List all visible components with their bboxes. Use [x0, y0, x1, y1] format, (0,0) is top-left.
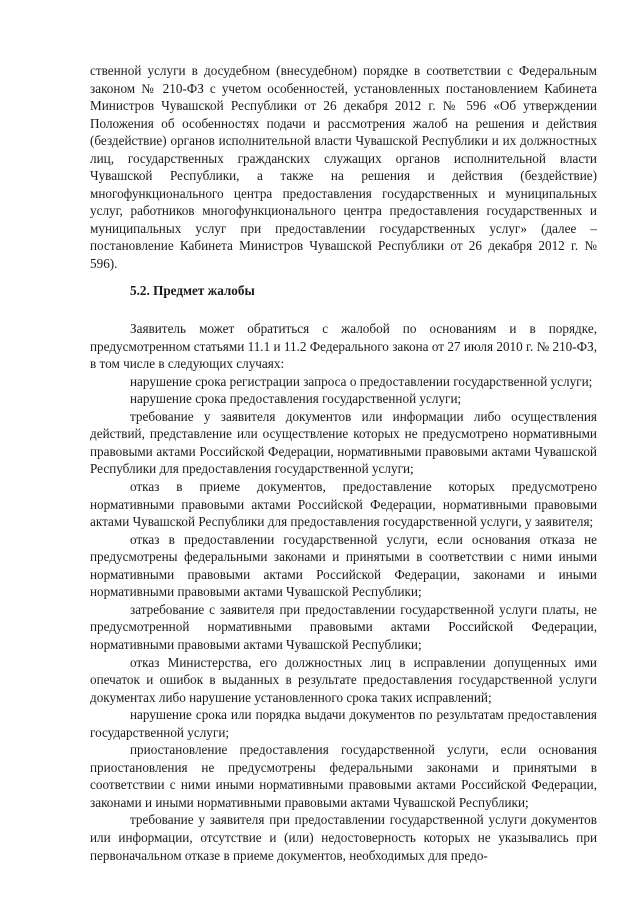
list-item: приостановление предоставления государственной услуги, если основания приостановления не предусмотрены федеральными законами и принятыми в соответствии с ними иными нормативными правовыми актами Российской Федерации, законами и иными нормативными правовыми актами Чувашской Республики; — [90, 742, 597, 810]
continued-paragraph: ственной услуги в досудебном (внесудебном) порядке в соответствии с Федеральным законом № 210-ФЗ с учетом особенностей, установленных постановлением Кабинета Министров Чувашской Республики от 26 декабря 2012 г. № 596 «Об утверждении Положения об особенностях подачи и рассмотрения жалоб на решения и действия (бездействие) органов исполнительной власти Чувашской Республики и их должностных лиц, государственных гражданских служащих органов исполнительной власти Чувашской Республики, а также на решения и действия (бездействие) многофункционального центра предоставления государственных и муниципальных услуг, работников многофункционального центра предоставления государственных и муниципальных услуг при предоставлении государственных услуг» (далее – постановление Кабинета Министров Чувашской Республики от 26 декабря 2012 г. № 596). — [90, 63, 597, 272]
list-item: отказ в приеме документов, предоставление которых предусмотрено нормативными правовыми актами Российской Федерации, нормативными правовыми актами Чувашской Республики для предоставления государственной услуги, у заявителя; — [90, 479, 597, 530]
document-body — [90, 62, 597, 864]
list-item: отказ в предоставлении государственной услуги, если основания отказа не предусмотрены федеральными законами и принятыми в соответствии с ними иными нормативными правовыми актами Российской Федерации, законами и иными нормативными правовыми актами Чувашской Республики; — [90, 531, 597, 600]
list-item: отказ Министерства, его должностных лиц в исправлении допущенных ими опечаток и ошибок в выданных в результате предоставления государственной услуги документах либо нарушение установленного срока таких исправлений; — [90, 654, 597, 705]
list-item: нарушение срока или порядка выдачи документов по результатам предоставления государственной услуги; — [90, 707, 597, 740]
list-item: требование у заявителя документов или информации либо осуществления действий, представление или осуществление которых не предусмотрено нормативными правовыми актами Российской Федерации, нормативными правовыми актами Чувашской Республики для предоставления государственной услуги; — [90, 408, 597, 477]
paragraph: Заявитель может обратиться с жалобой по основаниям и в порядке, предусмотренном статьями 11.1 и 11.2 Федерального закона от 27 июля 2010 г. № 210-ФЗ, в том числе в следующих случаях: — [90, 321, 597, 372]
list-item: затребование с заявителя при предоставлении государственной услуги платы, не предусмотренной нормативными правовыми актами Российской Федерации, нормативными правовыми актами Чувашской Республики; — [90, 601, 597, 652]
list-item: требование у заявителя при предоставлении государственной услуги документов или информации, отсутствие и (или) недостоверность которых не указывались при первоначальном отказе в приеме документов, необходимых для предо- — [90, 812, 597, 863]
section-heading: 5.2. Предмет жалобы — [130, 282, 255, 298]
list-item: нарушение срока предоставления государственной услуги; — [130, 391, 462, 407]
list-item: нарушение срока регистрации запроса о предоставлении государственной услуги; — [130, 373, 593, 389]
